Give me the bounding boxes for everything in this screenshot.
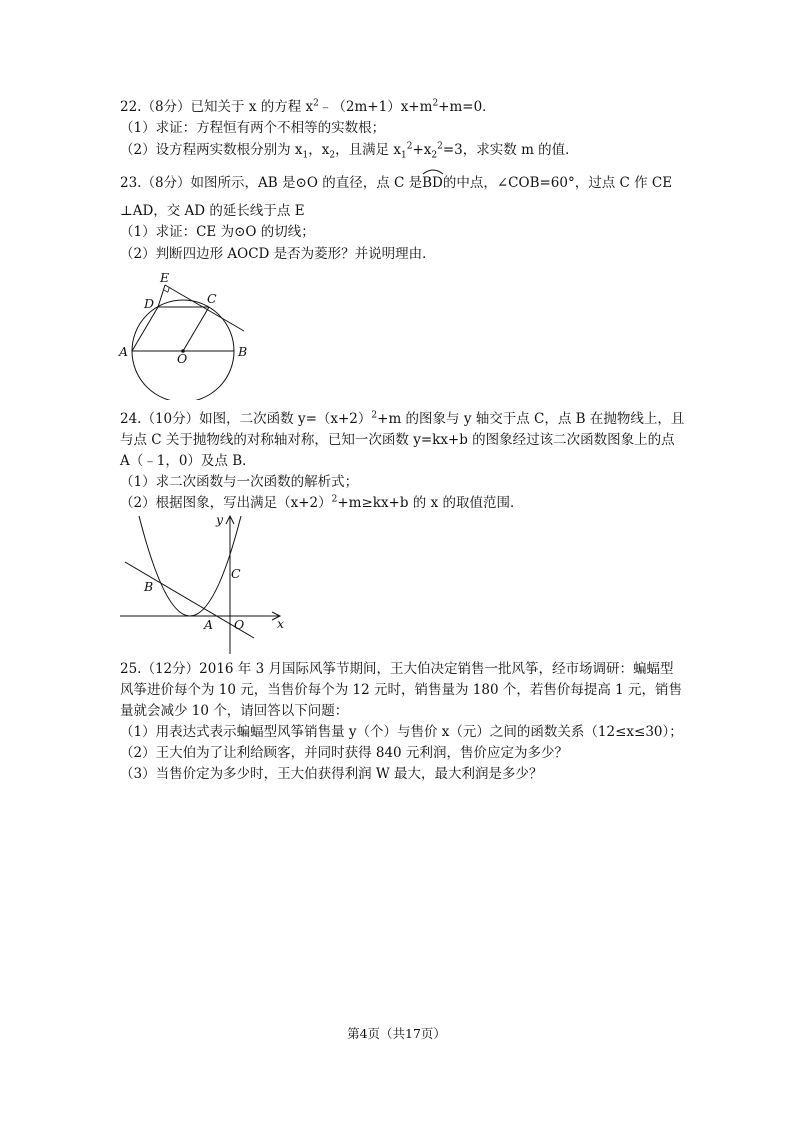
label-o: O — [177, 351, 188, 366]
q23-part1: （1）求证：CE 为⊙O 的切线； — [120, 224, 315, 240]
label-c: C — [207, 291, 217, 306]
label-d: D — [144, 296, 155, 311]
q24-parabola-figure — [112, 510, 292, 655]
q24-stem-line3: A（﹣1，0）及点 B． — [120, 453, 256, 469]
q25-part3: （3）当售价定为多少时，王大伯获得利润 W 最大，最大利润是多少？ — [120, 766, 543, 782]
label-o: O — [234, 617, 245, 632]
label-a: A — [119, 344, 129, 359]
segment-oc — [183, 307, 209, 351]
parabola-curve — [139, 516, 241, 616]
tangent-ec — [165, 285, 244, 331]
q22-part2: （2）设方程两实数根分别为 $x_1$，$x_2$，且满足 $x_1^2+x_2^2=3$，求实数 m 的值． — [120, 141, 579, 161]
q25-part1: （1）用表达式表示蝙蝠型风筝销售量 y（个）与售价 x（元）之间的函数关系（12≤x≤30）； — [120, 724, 683, 740]
label-a: A — [204, 617, 214, 632]
label-b: B — [144, 579, 154, 594]
segment-ad — [132, 307, 158, 351]
label-y: y — [216, 512, 224, 527]
label-b: B — [238, 344, 248, 359]
q24-stem-line2: 与点 C 关于抛物线的对称轴对称，已知一次函数 y=kx+b 的图象经过该二次函数图象上的点 — [120, 432, 675, 448]
q22-part1: （1）求证：方程恒有两个不相等的实数根； — [120, 120, 386, 136]
q23-stem: 23.（8分）如图所示，AB 是⊙O 的直径，点 C 是 BD的中点，∠COB=60°，过点 C 作 CE — [120, 174, 672, 192]
q25-stem-line3: 量就会减少 10 个，请回答以下问题： — [120, 703, 349, 719]
label-c: C — [231, 566, 241, 581]
q24-part2: （2）根据图象，写出满足$(x+2)^2+m\ge kx+b$ 的 x 的取值范围． — [120, 494, 524, 511]
q24-part1: （1）求二次函数与一次函数的解析式； — [120, 474, 359, 490]
q25-stem: 25.（12分）2016 年 3 月国际风筝节期间，王大伯决定销售一批风筝，经市场调研：蝙蝠型 — [120, 661, 674, 677]
q23-stem-line2: ⊥AD，交 AD 的延长线于点 E — [120, 203, 305, 219]
label-x: x — [277, 616, 285, 631]
arc-bd: BD — [422, 174, 443, 192]
q24-stem: 24.（10分）如图，二次函数 $y=(x+2)^2+m$ 的图象与 y 轴交于点 C，点 B 在抛物线上，且 — [120, 410, 685, 427]
q23-circle-figure — [112, 265, 257, 400]
arc-mark — [422, 167, 444, 175]
label-e: E — [160, 270, 170, 285]
q22-stem: 22.（8分）已知关于 x 的方程 $x^2﹣(2m+1)x+m^2+m=0$． — [120, 98, 496, 115]
q25-part2: （2）王大伯为了让利给顾客，并同时获得 840 元利润，售价应定为多少？ — [120, 745, 568, 761]
q23-part2: （2）判断四边形 AOCD 是否为菱形？并说明理由． — [120, 246, 436, 262]
page-footer: 第4页（共17页） — [347, 1026, 446, 1041]
q25-stem-line2: 风筝进价每个为 10 元，当售价每个为 12 元时，销售量为 180 个，若售价每提高 1 元，销售 — [120, 682, 683, 698]
